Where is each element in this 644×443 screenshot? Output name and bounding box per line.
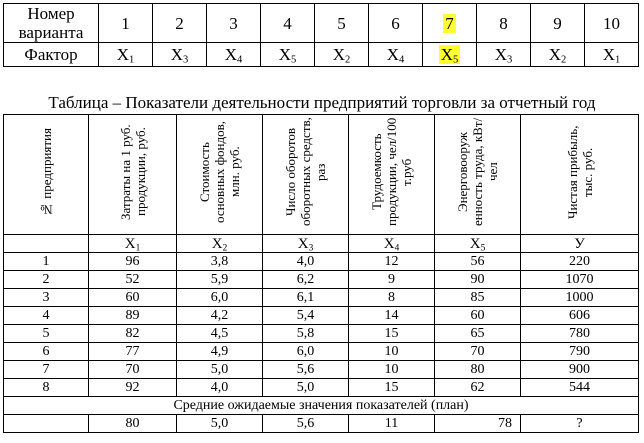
- table-cell: 15: [349, 379, 435, 397]
- table-cell: 6,2: [263, 271, 349, 289]
- table-cell: 92: [89, 379, 177, 397]
- table-cell: 4,0: [177, 379, 263, 397]
- symbol-row: [4, 235, 639, 253]
- variant-number-cell-highlighted: 7: [423, 4, 477, 43]
- table-cell: 5: [4, 325, 89, 343]
- table-cell: 5,4: [263, 307, 349, 325]
- header-cell: Стоимость основных фондов, млн. руб.: [177, 115, 263, 235]
- plan-cell: 80: [89, 415, 177, 433]
- table-cell: 900: [521, 361, 639, 379]
- variant-number-cell: 9: [531, 4, 585, 43]
- table-cell: 60: [435, 307, 521, 325]
- variant-table: [3, 3, 639, 67]
- plan-cell: 78: [435, 415, 521, 433]
- factor-row: [4, 43, 639, 67]
- table-cell: 1000: [521, 289, 639, 307]
- table-cell: 4,0: [263, 253, 349, 271]
- table-cell: 544: [521, 379, 639, 397]
- table-cell: 790: [521, 343, 639, 361]
- symbol-cell: $X_1$: [89, 235, 177, 253]
- table-cell: 220: [521, 253, 639, 271]
- table-cell: 4: [4, 307, 89, 325]
- table-cell: 780: [521, 325, 639, 343]
- header-row: [4, 115, 639, 235]
- factor-cell: $X_4$: [207, 43, 261, 67]
- table-cell: 60: [89, 289, 177, 307]
- table-cell: 12: [349, 253, 435, 271]
- table-cell: 4,5: [177, 325, 263, 343]
- variant-number-cell: 1: [99, 4, 153, 43]
- table-cell: 7: [4, 361, 89, 379]
- table-cell: 5,9: [177, 271, 263, 289]
- table-cell: 3: [4, 289, 89, 307]
- table-cell: 606: [521, 307, 639, 325]
- header-cell: Затраты на 1 руб. продукции, руб.: [89, 115, 177, 235]
- table-row: [4, 271, 639, 289]
- variant-number-cell: 8: [477, 4, 531, 43]
- plan-cell: ?: [521, 415, 639, 433]
- table-cell: 77: [89, 343, 177, 361]
- table-cell: 90: [435, 271, 521, 289]
- variant-number-cell: 4: [261, 4, 315, 43]
- table-cell: 4,2: [177, 307, 263, 325]
- variant-number-cell: 3: [207, 4, 261, 43]
- variant-number-label: Номер варианта: [4, 4, 99, 43]
- header-cell: Энерговооруж енность труда, кВт/чел: [435, 115, 521, 235]
- table-cell: 3,8: [177, 253, 263, 271]
- table-row: [4, 307, 639, 325]
- symbol-cell: $X_3$: [263, 235, 349, 253]
- factor-cell: $X_2$: [531, 43, 585, 67]
- plan-row: [4, 415, 639, 433]
- table-cell: 1070: [521, 271, 639, 289]
- table-cell: 80: [435, 361, 521, 379]
- factor-cell-highlighted: $X_5$: [423, 43, 477, 67]
- symbol-cell: $X_5$: [435, 235, 521, 253]
- table-cell: 65: [435, 325, 521, 343]
- table-cell: 5,0: [263, 379, 349, 397]
- table-cell: 56: [435, 253, 521, 271]
- table-cell: 6: [4, 343, 89, 361]
- table-caption: Таблица – Показатели деятельности предприятий торговли за отчетный год: [48, 93, 596, 112]
- variant-number-cell: 10: [585, 4, 639, 43]
- table-cell: 4,9: [177, 343, 263, 361]
- table-cell: 10: [349, 361, 435, 379]
- table-cell: 96: [89, 253, 177, 271]
- table-cell: 82: [89, 325, 177, 343]
- factor-cell: $X_2$: [315, 43, 369, 67]
- variant-number-cell: 5: [315, 4, 369, 43]
- factor-cell: $X_5$: [261, 43, 315, 67]
- table-row: [4, 343, 639, 361]
- header-cell: Трудоемкость продукции, чел/100 т.руб: [349, 115, 435, 235]
- variant-number-row: [4, 4, 639, 43]
- factor-cell: $X_1$: [585, 43, 639, 67]
- table-cell: 6,1: [263, 289, 349, 307]
- factor-cell: $X_4$: [369, 43, 423, 67]
- table-row: [4, 289, 639, 307]
- header-cell: № предприятия: [4, 115, 89, 235]
- table-cell: 6,0: [177, 289, 263, 307]
- factor-cell: $X_1$: [99, 43, 153, 67]
- table-row: [4, 361, 639, 379]
- factor-cell: $X_3$: [153, 43, 207, 67]
- table-cell: 85: [435, 289, 521, 307]
- enterprise-table: [3, 114, 639, 433]
- table-cell: 15: [349, 325, 435, 343]
- table-cell: 9: [349, 271, 435, 289]
- table-cell: 5,6: [263, 361, 349, 379]
- plan-label-row: [4, 397, 639, 415]
- plan-cell: [4, 415, 89, 433]
- table-cell: 70: [435, 343, 521, 361]
- table-cell: 8: [4, 379, 89, 397]
- symbol-cell: $X_4$: [349, 235, 435, 253]
- table-cell: 89: [89, 307, 177, 325]
- variant-number-cell: 6: [369, 4, 423, 43]
- table-row: [4, 379, 639, 397]
- header-cell: Число оборотов оборотных средств, раз: [263, 115, 349, 235]
- plan-cell: 5,0: [177, 415, 263, 433]
- table-cell: 5,0: [177, 361, 263, 379]
- table-row: [4, 253, 639, 271]
- plan-cell: 5,6: [263, 415, 349, 433]
- table-cell: 5,8: [263, 325, 349, 343]
- table-cell: 6,0: [263, 343, 349, 361]
- table-cell: 8: [349, 289, 435, 307]
- variant-number-cell: 2: [153, 4, 207, 43]
- plan-label: Средние ожидаемые значения показателей (план): [4, 397, 639, 415]
- table-cell: 10: [349, 343, 435, 361]
- header-cell: Чистая прибыль, тыс. руб.: [521, 115, 639, 235]
- symbol-cell: $X_2$: [177, 235, 263, 253]
- symbol-cell: [4, 235, 89, 253]
- plan-cell: 11: [349, 415, 435, 433]
- table-cell: 14: [349, 307, 435, 325]
- symbol-cell: У: [521, 235, 639, 253]
- table-cell: 70: [89, 361, 177, 379]
- factor-label: Фактор: [4, 43, 99, 67]
- table-cell: 52: [89, 271, 177, 289]
- table-cell: 62: [435, 379, 521, 397]
- factor-cell: $X_3$: [477, 43, 531, 67]
- table-cell: 1: [4, 253, 89, 271]
- table-cell: 2: [4, 271, 89, 289]
- table-row: [4, 325, 639, 343]
